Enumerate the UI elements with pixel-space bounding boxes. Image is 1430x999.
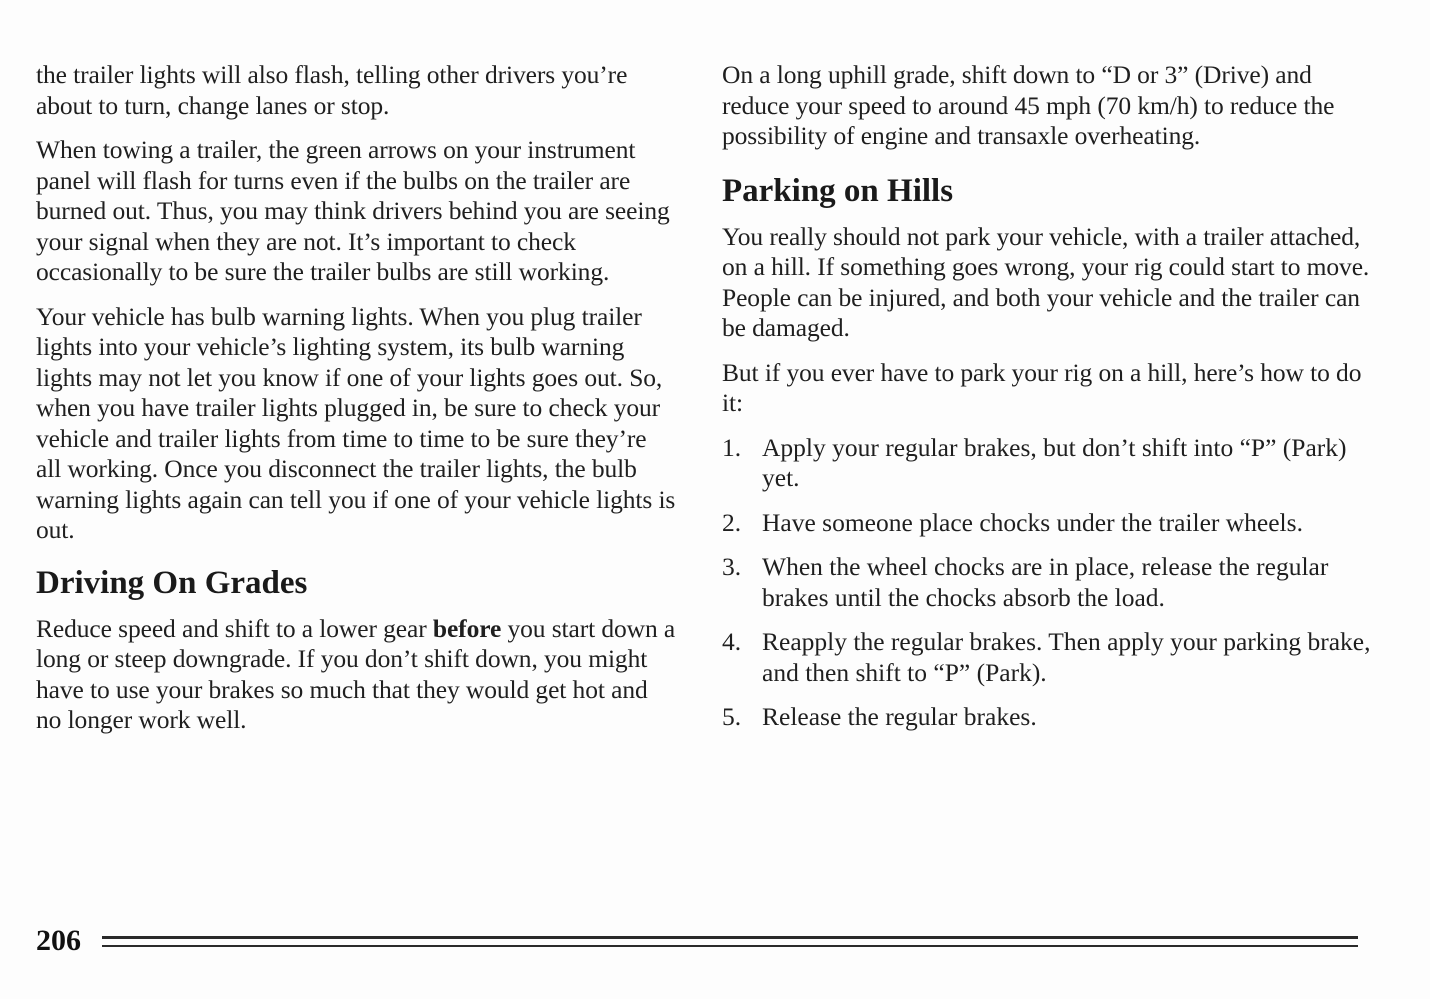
paragraph-uphill-grade: On a long uphill grade, shift down to “D or 3” (Drive) and reduce your speed to around 45 mph (70 km/h) to reduce the possibility of engine and transaxle overheating. bbox=[722, 60, 1335, 150]
step-number: 5. bbox=[722, 702, 742, 731]
list-item bbox=[722, 552, 1372, 613]
step-number: 4. bbox=[722, 627, 742, 656]
step-number: 1. bbox=[722, 432, 742, 462]
reduce-speed-text-end: you start down a long or steep downgrade. If you don’t shift down, you might have to use your brakes so much that they would get hot and no longer work well. bbox=[36, 613, 676, 734]
reduce-speed-text-start: Reduce speed and shift to a lower gear bbox=[36, 613, 433, 643]
step-text: Reapply the regular brakes. Then apply your parking brake, and then shift to “P” (Park). bbox=[762, 627, 1371, 687]
page-number: 206 bbox=[36, 924, 81, 957]
parking-steps-list bbox=[722, 433, 1372, 733]
heading-parking-on-hills: Parking on Hills bbox=[722, 172, 954, 209]
footer-rule bbox=[102, 936, 1358, 939]
step-text: Have someone place chocks under the trailer wheels. bbox=[762, 507, 1303, 537]
list-item bbox=[722, 627, 1372, 688]
paragraph-park-warning: You really should not park your vehicle, with a trailer attached, on a hill. If something goes wrong, your rig could start to move. People can be injured, and both your vehicle and the trailer can be damaged. bbox=[722, 221, 1370, 342]
list-item bbox=[722, 702, 1372, 733]
step-text: Apply your regular brakes, but don’t shift into “P” (Park) yet. bbox=[762, 432, 1347, 492]
heading-driving-on-grades: Driving On Grades bbox=[36, 564, 308, 601]
step-text: Release the regular brakes. bbox=[762, 702, 1037, 731]
paragraph-bulb-warning-lights: Your vehicle has bulb warning lights. When you plug trailer lights into your vehicle’s lighting system, its bulb warning lights may not let you know if one of your lights goes out. So, when you have trailer lights plugged in, be sure to check your vehicle and trailer lights from time to time to be sure they’re all working. Once you disconnect the trailer lights, the bulb warning lights again can tell you if one of your vehicle lights is out. bbox=[36, 301, 676, 544]
step-text: When the wheel chocks are in place, release the regular brakes until the chocks absorb the load. bbox=[762, 552, 1329, 612]
reduce-speed-emphasis: before bbox=[432, 613, 502, 643]
footer-rule-lower bbox=[102, 945, 1358, 947]
list-item bbox=[722, 433, 1372, 494]
paragraph-how-to-park: But if you ever have to park your rig on a hill, here’s how to do it: bbox=[722, 357, 1362, 417]
right-column bbox=[722, 60, 1372, 747]
step-number: 3. bbox=[722, 552, 742, 581]
list-item bbox=[722, 508, 1372, 539]
paragraph-reduce-speed bbox=[36, 614, 676, 736]
paragraph-green-arrows: When towing a trailer, the green arrows on your instrument panel will flash for turns even if the bulbs on the trailer are burned out. Thus, you may think drivers behind you are seeing your signal when they are not. It’s important to check occasionally to be sure the trailer bulbs are still working. bbox=[36, 135, 670, 286]
page-footer bbox=[36, 918, 1358, 968]
left-column bbox=[36, 60, 676, 750]
step-number: 2. bbox=[722, 507, 742, 537]
paragraph-trailer-lights-flash: the trailer lights will also flash, telling other drivers you’re about to turn, change lanes or stop. bbox=[36, 60, 628, 120]
